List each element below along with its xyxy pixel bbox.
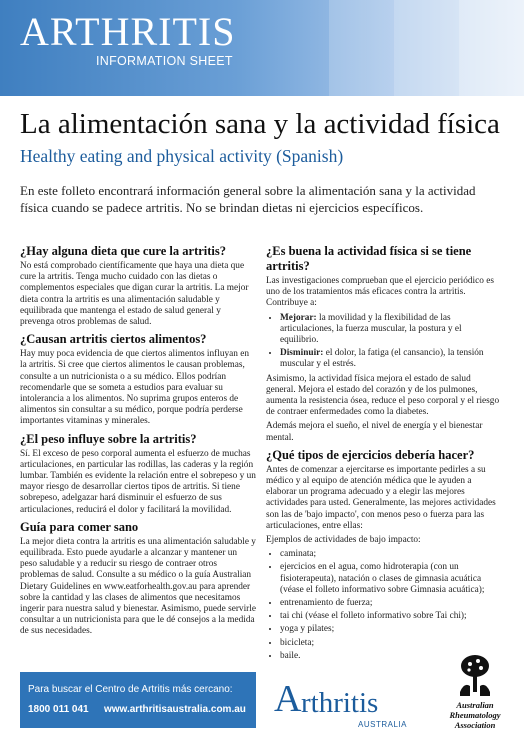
contact-url[interactable]: www.arthritisaustralia.com.au [104,704,246,715]
page-title: La alimentación sana y la actividad física [20,108,500,140]
section-paragraph: Sí. El exceso de peso corporal aumenta el esfuerzo de muchas articulaciones, en particular las rodillas, las caderas y la región lumbar. También es evidente la relación entre el sobrepeso y un mayor riesgo de desarrollar ciertos tipos de artritis. Si tiene sobrepeso, adelgazar hará disminuir el esfuerzo de sus articulaciones, reducirá el dolor y facilitará la movilidad. [20,448,256,515]
left-column [20,244,256,642]
tree-hands-icon [440,652,510,700]
section-physical-activity [266,244,502,444]
section-paragraph: No está comprobado científicamente que haya una dieta que cure la artritis. Tenga mucho cuidado con las dietas o complementos especiales que digan curar la artritis. La mejor dieta contra la artritis es una alimentación saludable y equilibrada que mantenga el estado de salud general y prevenga otros problemas de salud. [20,261,249,328]
list-item [280,313,502,347]
page-subtitle: Healthy eating and physical activity (Spanish) [20,146,344,166]
contact-box [20,672,256,728]
section-heading: ¿Hay alguna dieta que cure la artritis? [20,244,227,258]
brand-title: ARTHRITIS [20,9,236,54]
section-paragraph: La mejor dieta contra la artritis es una alimentación saludable y equilibrada. Esto puede ayudarle a alcanzar y mantener un peso saludable y a reducir su riesgo de contraer otros problemas de salud. Consulte a su médico o la guía Australian Dietary Guidelines en www.eatforhealth.gov.au para aprender sobre la cantidad y las clases de alimentos que necesitamos ingerir para nuestra salud y bienestar. Asimismo, puede servirle consultar a un nutricionista para que le dé consejos a la medida de sus necesidades. [20,536,256,637]
bullet-label: Disminuir: [280,348,324,359]
header-band [0,0,524,96]
section-heading: ¿El peso influye sobre la artritis? [20,431,197,446]
ara-name [440,700,510,730]
ara-line: Australian [456,700,494,710]
section-diet-cure [20,244,256,328]
list-item: • caminata; [280,549,502,560]
section-paragraph: Ejemplos de actividades de bajo impacto: [266,535,421,546]
list-item: • baile. [280,651,502,662]
contact-line: Para buscar el Centro de Artritis más cercano: [28,684,233,695]
intro-paragraph: En este folleto encontrará información general sobre la alimentación sana y la actividad física cuando se padece artritis. No se brindan dietas ni ejercicios específicos. [20,183,476,215]
list-item: • bicicleta; [280,638,502,649]
brand-subtitle: INFORMATION SHEET [96,54,233,68]
list-item [280,348,502,370]
section-weight [20,432,256,516]
section-healthy-eating-guide [20,520,256,638]
arthritis-australia-logo [274,680,424,730]
list-item: • tai chi (véase el folleto informativo sobre Tai chi); [280,611,502,622]
logo-initial: A [274,678,302,720]
bullet-text: el dolor, la fatiga (el cansancio), la tensión muscular y el estrés. [280,348,484,370]
bullet-text: la movilidad y la flexibilidad de las articulaciones, la fuerza muscular, la postura y el equilibrio. [280,312,462,346]
section-heading: ¿Qué tipos de ejercicios debería hacer? [266,447,475,462]
activities-list [266,549,502,662]
right-column [266,244,502,666]
section-paragraph: Hay muy poca evidencia de que ciertos alimentos influyan en la artritis. Si cree que ciertos alimentos le causan problemas, consulte a un nutricionista o a su médico. Ellos podrían recomendarle que se someta a estudios para evaluar su intolerancia a los alimentos. No suprima grupos enteros de alimentos sin consultar a su médico, porque podría perderse importantes vitaminas y minerales. [20,349,249,427]
ara-logo [440,652,510,736]
contact-phone: 1800 011 041 [28,704,89,715]
section-heading: ¿Causan artritis ciertos alimentos? [20,332,207,347]
section-heading: Guía para comer sano [20,519,139,534]
list-item: • entrenamiento de fuerza; [280,598,502,609]
section-paragraph: Además mejora el sueño, el nivel de energía y el bienestar mental. [266,421,483,443]
ara-line: Association [454,720,496,730]
list-item: • ejercicios en el agua, como hidroterapia (con un fisioterapeuta), natación o clases de gimnasia acuática (véase el folleto informativo sobre Gimnasia acuática); [280,562,502,596]
section-exercise-types [266,448,502,662]
logo-wordmark: rthritis [301,687,379,719]
list-item: • yoga y pilates; [280,624,502,635]
ara-line: Rheumatology [449,710,501,720]
section-paragraph: Antes de comenzar a ejercitarse es importante pedirles a su médico y al equipo de atención médica que le ayuden a elaborar un programa adecuado y a elegir las mejores actividades para usted. Generalmente, las mejores actividades son las de 'bajo impacto', con menos peso o fuerza para las articulaciones, entre ellas: [266,464,496,531]
bullet-label: Mejorar: [280,312,317,323]
section-paragraph: Asimismo, la actividad física mejora el estado de salud general. Mejora el estado del corazón y de los pulmones, aumenta la resistencia ósea, reduce el peso corporal y el riesgo de contraer enfermedades como la diabetes. [266,373,500,418]
header-decoration [264,0,524,96]
section-paragraph: Las investigaciones comprueban que el ejercicio periódico es uno de los tratamientos más eficaces contra la artritis. Contribuye a: [266,276,494,309]
benefits-list [266,313,502,371]
section-foods-cause [20,332,256,427]
logo-subtitle: AUSTRALIA [358,720,407,729]
section-heading: ¿Es buena la actividad física si se tiene artritis? [266,244,472,273]
